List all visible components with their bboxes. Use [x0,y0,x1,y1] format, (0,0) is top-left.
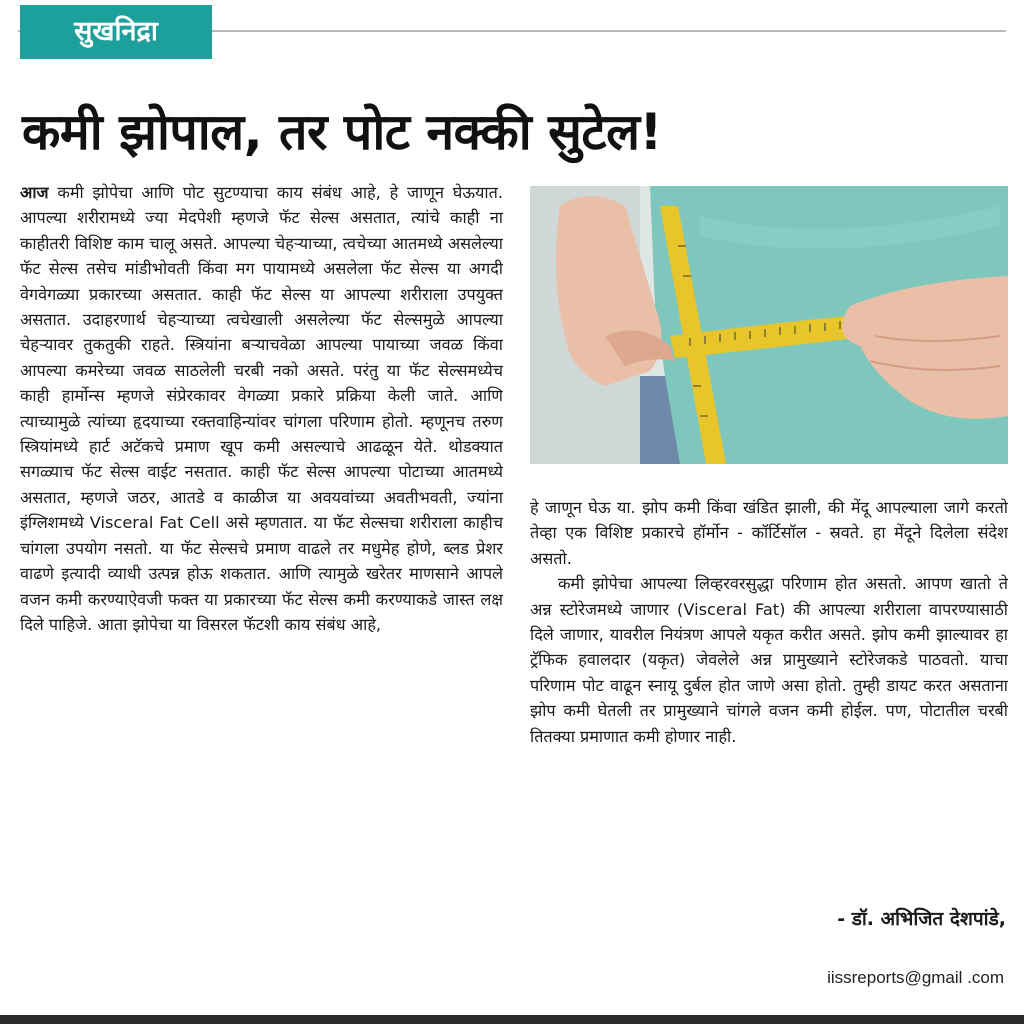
article-paragraph [20,180,503,637]
waist-measuring-photo [530,186,1008,464]
author-byline: - डॉ. अभिजित देशपांडे, [837,908,1006,930]
section-tag: सुखनिद्रा [20,5,212,59]
bottom-rule [0,1015,1024,1024]
article-column-left [20,180,503,1000]
lead-word: आज [20,183,49,202]
headline: कमी झोपाल, तर पोट नक्की सुटेल! [22,103,662,161]
article-column-right [530,495,1008,900]
contact-email: iissreports@gmail .com [827,968,1004,987]
article-paragraph: हे जाणून घेऊ या. झोप कमी किंवा खंडित झाली, की मेंदू आपल्याला जागे करतो तेव्हा एक विशिष्ट प्रकारचे हॉर्मोन - कॉर्टिसॉल - स्रवते. हा मेंदूने दिलेला संदेश असतो. [530,498,1008,568]
measuring-tape-illustration [530,186,1008,464]
left-body-text: कमी झोपेचा आणि पोट सुटण्याचा काय संबंध आहे, हे जाणून घेऊयात. आपल्या शरीरामध्ये ज्या मेदपेशी म्हणजे फॅट सेल्स असतात, त्यांचे काही ना काहीतरी विशिष्ट काम चालू असते. आपल्या चेहऱ्याच्या, त्वचेच्या आतमध्ये असलेल्या फॅट सेल्स तसेच मांडीभोवती किंवा मग पायामध्ये असलेला फॅट सेल्स या अगदी वेगवेगळ्या प्रकारच्या असतात. काही फॅट सेल्स या आपल्या शरीराला उपयुक्त असतात. उदाहरणार्थ चेहऱ्याच्या त्वचेखाली असलेल्या फॅट सेल्समुळे आपल्या चेहऱ्यावर तुकतुकी राहते. स्त्रियांना बऱ्याचवेळा आपल्या पायाच्या जवळ किंवा आपल्या कमरेच्या जवळ साठलेली चरबी नको असते. परंतु या फॅट सेल्समध्येच काही हार्मोन्स म्हणजे संप्रेरकावर वेगळ्या प्रकारे प्रक्रिया केली जाते. आणि त्याच्यामुळे त्यांच्या हृदयाच्या रक्तवाहिन्यांवर चांगला परिणाम होतो. म्हणूनच तरुण स्त्रियांमध्ये हार्ट अटॅकचे प्रमाण खूप कमी असल्याचे आढळून येते. थोडक्यात सगळ्याच फॅट सेल्स वाईट नसतात. काही फॅट सेल्स आपल्या पोटाच्या आतमध्ये असतात, म्हणजे जठर, आतडे व काळीज या अवयवांच्या अवतीभवती, ज्यांना इंग्लिशमध्ये Visceral Fat Cell असे म्हणतात. या फॅट सेल्सचा शरीराला काहीच चांगला उपयोग नसतो. या फॅट सेल्सचे प्रमाण वाढले तर मधुमेह होणे, ब्लड प्रेशर वाढणे इत्यादी व्याधी उत्पन्न होऊ शकतात. आणि त्यामुळे खरेतर माणसाने आपले वजन कमी करण्याऐवजी फक्त या प्रकारच्या फॅट सेल्स कमी करण्याकडे जास्त लक्ष दिले पाहिजे. आता झोपेचा या विसरल फॅटशी काय संबंध आहे, [20,183,503,634]
article-paragraph: कमी झोपेचा आपल्या लिव्हरवरसुद्धा परिणाम होत असतो. आपण खातो ते अन्न स्टोरेजमध्ये जाणार (Visceral Fat) की आपल्या शरीराला वापरण्यासाठी दिले जाणार, यावरील नियंत्रण आपले यकृत करीत असते. झोप कमी झाल्यावर हा ट्रॅफिक हवालदार (यकृत) जेवलेले अन्न प्रामुख्याने स्टोरेजकडे पाठवतो. याचा परिणाम पोट वाढून स्नायू दुर्बल होत जाणे असा होतो. तुम्ही डायट करत असताना झोप कमी घेतली तर प्रामुख्याने चांगले वजन कमी होईल. पण, पोटातील चरबी तितक्या प्रमाणात कमी होणार नाही. [530,574,1008,746]
